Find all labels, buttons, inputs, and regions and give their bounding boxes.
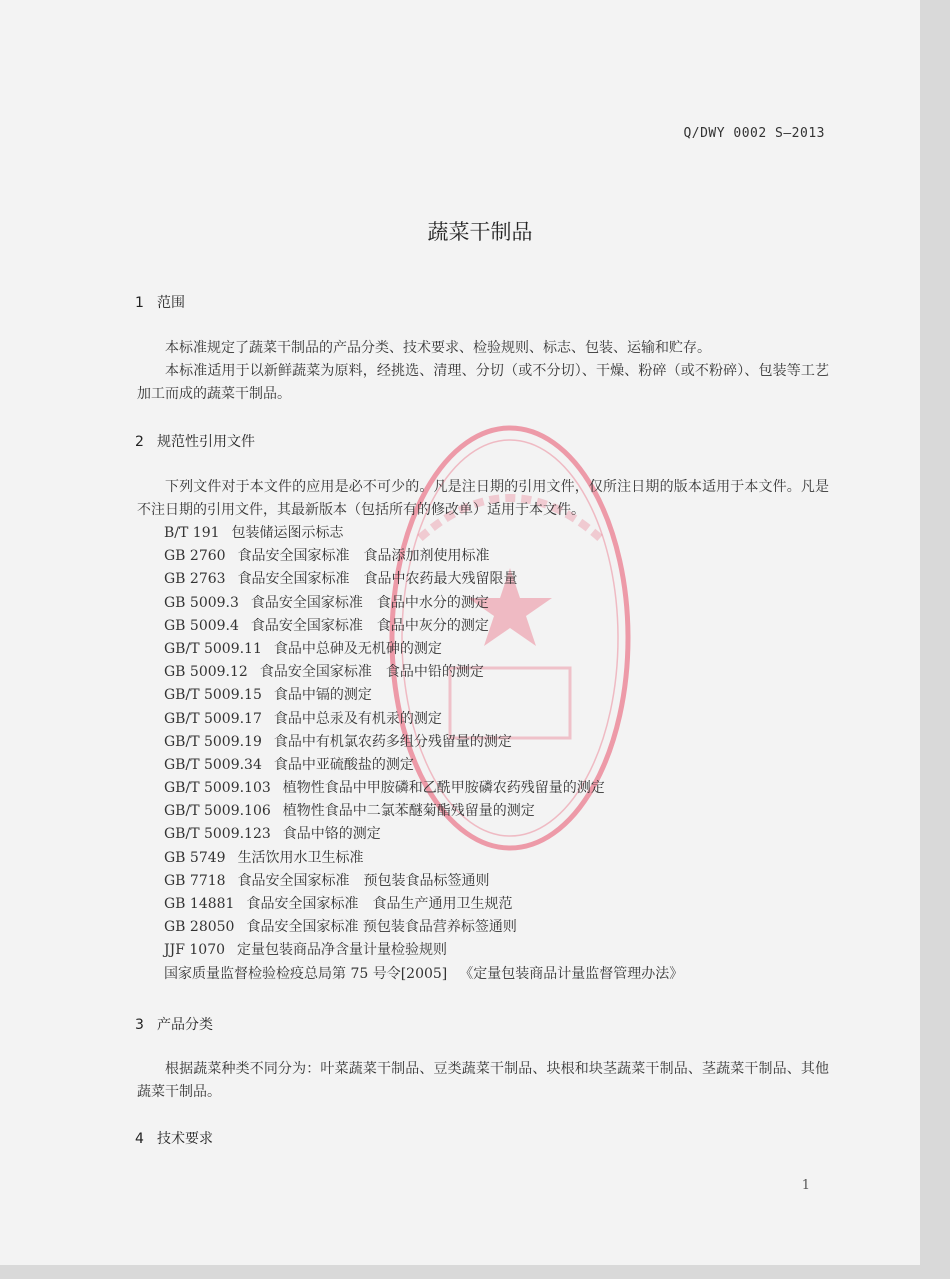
reference-code: JJF 1070 (164, 942, 226, 959)
reference-code: GB/T 5009.106 (164, 803, 271, 820)
section-title: 技术要求 (157, 1131, 213, 1147)
reference-list (164, 522, 683, 986)
list-item (164, 870, 683, 893)
list-item (164, 754, 683, 777)
section-number: 4 (135, 1131, 144, 1147)
list-item (164, 963, 683, 986)
list-item (164, 823, 683, 846)
reference-code: GB 14881 (164, 896, 235, 912)
paragraph: 本标准适用于以新鲜蔬菜为原料，经挑选、清理、分切（或不分切）、干燥、粉碎（或不粉碎）、包装等工艺加工而成的蔬菜干制品。 (137, 363, 829, 402)
reference-code: GB 2763 (164, 571, 226, 588)
list-item (164, 847, 683, 870)
list-item (164, 800, 683, 823)
reference-code: GB 5009.3 (164, 594, 239, 611)
reference-name: 定量包装商品净含量计量检验规则 (237, 942, 448, 959)
reference-name: 食品安全国家标准 预包装食品标签通则 (237, 872, 490, 889)
page-number: 1 (801, 1178, 810, 1193)
list-item (164, 615, 683, 638)
list-item (164, 592, 683, 615)
reference-name: 生活饮用水卫生标准 (237, 849, 364, 866)
reference-code: GB 5009.12 (164, 664, 248, 681)
list-item (164, 916, 683, 939)
reference-code: GB 28050 (164, 919, 235, 936)
list-item (164, 893, 683, 916)
list-item (164, 939, 683, 962)
reference-name: 食品中镉的测定 (273, 687, 372, 704)
reference-name: 食品安全国家标准 食品中水分的测定 (250, 594, 489, 611)
section-title: 产品分类 (157, 1017, 213, 1033)
reference-name: 包装储运图示标志 (231, 525, 344, 541)
section-title: 范围 (157, 295, 185, 311)
reference-name: 植物性食品中二氯苯醚菊酯残留量的测定 (282, 803, 535, 820)
reference-code: B/T 191 (164, 525, 220, 541)
list-item (164, 708, 683, 731)
reference-name: 植物性食品中甲胺磷和乙酰甲胺磷农药残留量的测定 (282, 780, 605, 797)
list-item (164, 684, 683, 707)
reference-name: 食品安全国家标准 预包装食品营养标签通则 (246, 919, 517, 936)
reference-code: GB/T 5009.17 (164, 710, 262, 727)
list-item (164, 545, 683, 568)
section-heading-normative-references (135, 431, 255, 451)
reference-name: 食品安全国家标准 食品中农药最大残留限量 (237, 571, 518, 588)
paragraph: 根据蔬菜种类不同分为：叶菜蔬菜干制品、豆类蔬菜干制品、块根和块茎蔬菜干制品、茎蔬菜干制品、其他蔬菜干制品。 (137, 1061, 829, 1100)
reference-code: GB/T 5009.19 (164, 733, 262, 750)
reference-code: GB/T 5009.123 (164, 826, 271, 843)
section-number: 1 (135, 295, 144, 311)
list-item (164, 731, 683, 754)
reference-code: GB/T 5009.34 (164, 756, 262, 773)
section-number: 2 (135, 434, 144, 450)
paragraph: 本标准规定了蔬菜干制品的产品分类、技术要求、检验规则、标志、包装、运输和贮存。 (165, 340, 711, 356)
paragraph: 下列文件对于本文件的应用是必不可少的。凡是注日期的引用文件，仅所注日期的版本适用于本文件。凡是不注日期的引用文件，其最新版本（包括所有的修改单）适用于本文件。 (137, 479, 829, 518)
document-code: Q/DWY 0002 S—2013 (683, 126, 825, 141)
reference-name: 食品中亚硫酸盐的测定 (273, 756, 414, 773)
document-title: 蔬菜干制品 (427, 220, 533, 244)
reference-name: 食品安全国家标准 食品中铅的测定 (259, 664, 484, 681)
section-number: 3 (135, 1017, 144, 1033)
list-item (164, 777, 683, 800)
section-heading-scope (135, 292, 185, 312)
reference-name: 食品中总砷及无机砷的测定 (273, 640, 442, 657)
reference-code: GB/T 5009.11 (164, 640, 262, 657)
list-item (164, 568, 683, 591)
reference-code: GB 5009.4 (164, 617, 239, 634)
reference-code: GB 5749 (164, 849, 226, 866)
reference-name: 食品中总汞及有机汞的测定 (273, 710, 442, 727)
reference-name: 食品安全国家标准 食品中灰分的测定 (250, 617, 489, 634)
reference-name: 食品安全国家标准 食品生产通用卫生规范 (246, 896, 513, 912)
reference-name: 食品安全国家标准 食品添加剂使用标准 (237, 548, 490, 565)
section-heading-technical-requirements (135, 1128, 213, 1148)
section-title: 规范性引用文件 (157, 434, 255, 450)
list-item (164, 661, 683, 684)
reference-code: GB/T 5009.15 (164, 687, 262, 704)
reference-name: 《定量包装商品计量监督管理办法》 (459, 965, 684, 982)
section-heading-product-classification (135, 1014, 213, 1034)
reference-code: GB 2760 (164, 548, 226, 565)
reference-name: 食品中有机氯农药多组分残留量的测定 (273, 733, 512, 750)
reference-code: GB 7718 (164, 872, 226, 889)
reference-name: 食品中铬的测定 (282, 826, 381, 843)
reference-code: GB/T 5009.103 (164, 780, 271, 797)
list-item (164, 522, 683, 545)
list-item (164, 638, 683, 661)
reference-code: 国家质量监督检验检疫总局第 75 号令[2005] (164, 965, 448, 982)
